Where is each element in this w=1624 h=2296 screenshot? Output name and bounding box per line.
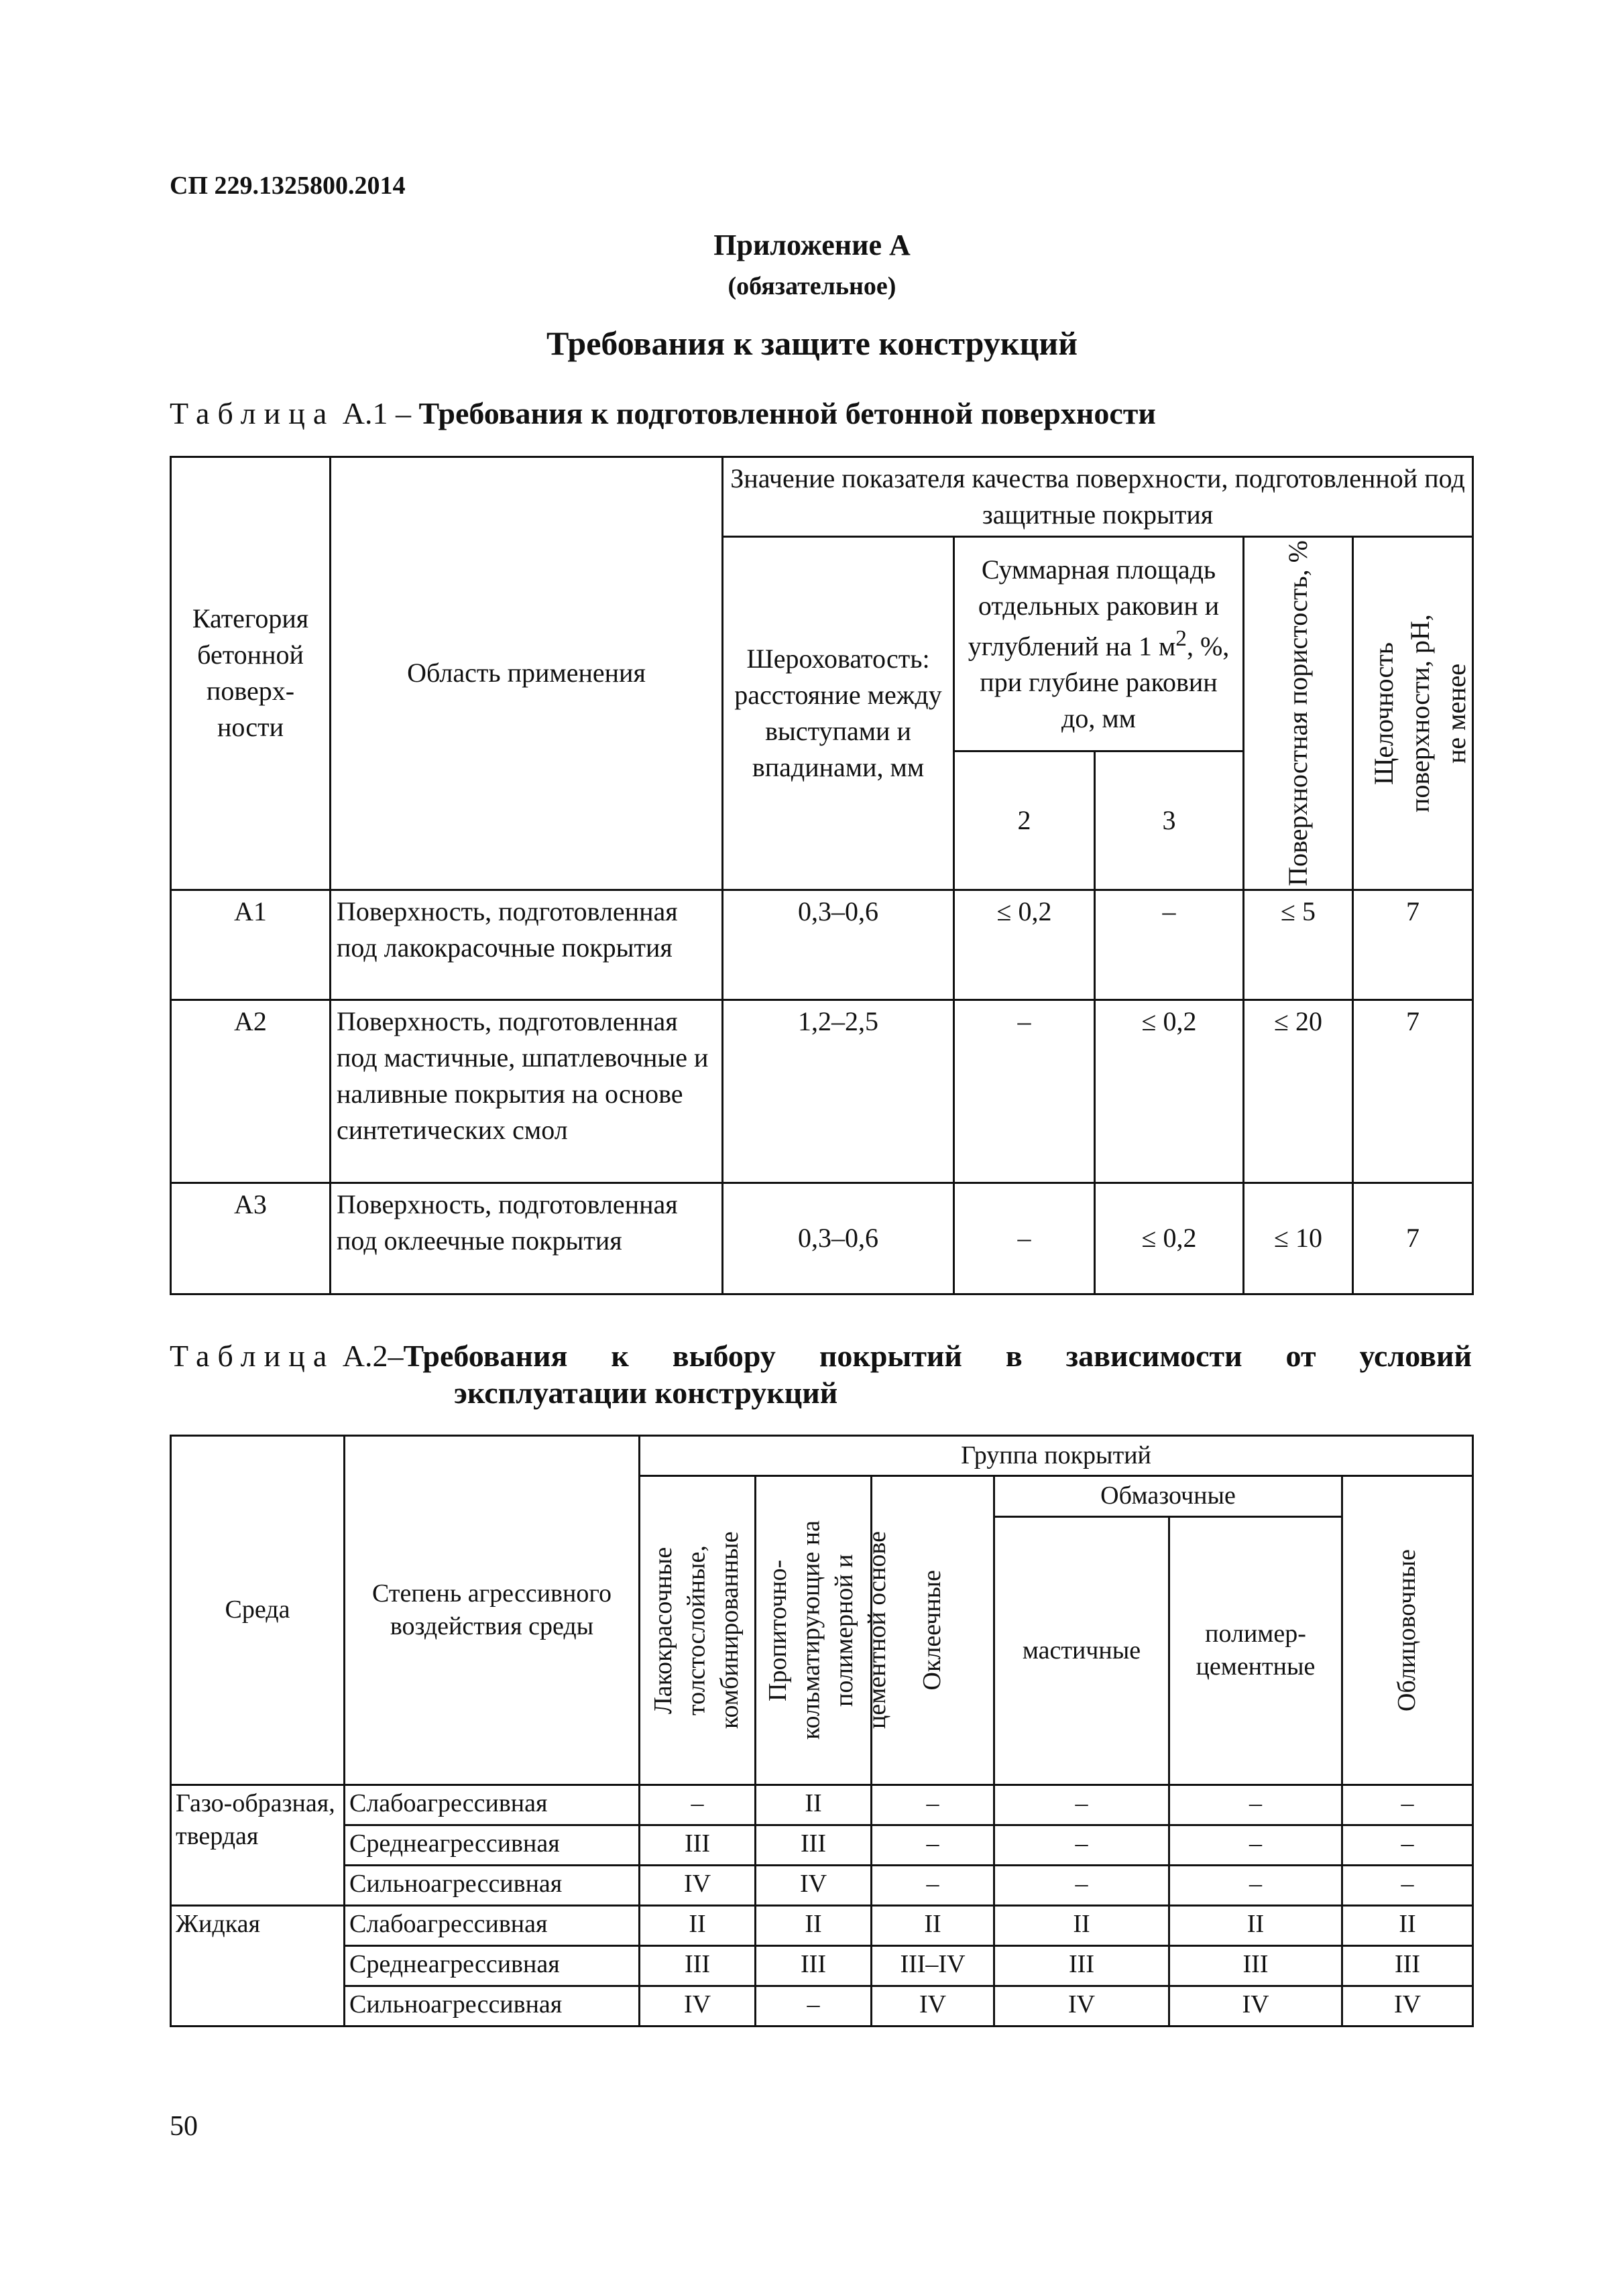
t1-cell-roughness: 1,2–2,5 (723, 1000, 954, 1183)
t2-cell-value: – (994, 1785, 1169, 1825)
t1-header-quality: Значение показателя качества поверхности, подготовленной под защитные покрытия (723, 457, 1473, 537)
t2-cell-value: III (994, 1945, 1169, 1986)
t1-cell-category: А1 (171, 890, 331, 1000)
t2-cell-value: III (1169, 1945, 1342, 1986)
t1-cell-porosity: ≤ 10 (1244, 1183, 1353, 1294)
table2-caption-dash: – (388, 1339, 404, 1373)
t1-cell-porosity: ≤ 5 (1244, 890, 1353, 1000)
document-code: СП 229.1325800.2014 (170, 172, 406, 200)
t2-header-degree: Степень агрессивного воздействия среды (345, 1436, 640, 1785)
t2-header-facing: Облицовочные (1342, 1476, 1473, 1785)
table-row (171, 1183, 1473, 1294)
page-number: 50 (170, 2111, 198, 2142)
t2-cell-value: – (872, 1865, 994, 1905)
t2-header-mastic: мастичные (994, 1516, 1169, 1785)
t1-cell-porosity: ≤ 20 (1244, 1000, 1353, 1183)
table2-caption-word: условий (1359, 1339, 1472, 1373)
t2-header-impregnating: Пропиточно-кольматирующие на полимерной и цементной основе (756, 1476, 872, 1785)
t2-cell-degree: Сильноагрессивная (345, 1986, 640, 2026)
t2-cell-value: IV (872, 1986, 994, 2026)
t2-cell-value: II (1169, 1905, 1342, 1945)
t1-cell-area: Поверхность, подготовленная под оклеечные покрытия (331, 1183, 723, 1294)
t1-header-roughness: Шероховатость: расстояние между выступами и впадинами, мм (723, 537, 954, 890)
t2-cell-value: II (756, 1905, 872, 1945)
table1-caption-number: А.1 (342, 396, 388, 430)
table-a1 (170, 456, 1474, 1295)
t2-cell-value: – (1169, 1825, 1342, 1865)
table-row (171, 1905, 1473, 1945)
t2-cell-value: – (1342, 1785, 1473, 1825)
t1-cell-depth-3: ≤ 0,2 (1095, 1183, 1244, 1294)
t1-header-area: Область применения (331, 457, 723, 890)
t2-cell-value: II (756, 1785, 872, 1825)
table-row (171, 1986, 1473, 2026)
t1-header-porosity: Поверхностная пористость, % (1244, 537, 1353, 890)
t1-cell-depth-2: ≤ 0,2 (954, 890, 1095, 1000)
t1-cell-category: А2 (171, 1000, 331, 1183)
t2-cell-value: III (640, 1945, 756, 1986)
table2-caption-word: зависимости (1065, 1339, 1242, 1373)
t2-cell-value: IV (994, 1986, 1169, 2026)
t2-cell-value: II (640, 1905, 756, 1945)
t2-cell-value: IV (640, 1986, 756, 2026)
table1-caption-label: Таблица (170, 396, 335, 430)
t1-cell-depth-2: – (954, 1183, 1095, 1294)
t2-cell-value: IV (640, 1865, 756, 1905)
t2-cell-value: IV (756, 1865, 872, 1905)
table-row (171, 1825, 1473, 1865)
table2-caption-word: выбору (672, 1339, 776, 1373)
table1-caption-text: Требования к подготовленной бетонной поверхности (418, 396, 1156, 430)
table2-caption-word: покрытий (819, 1339, 962, 1373)
t2-cell-degree: Слабоагрессивная (345, 1905, 640, 1945)
table2-caption (170, 1338, 1472, 1410)
t1-header-depth-3: 3 (1095, 751, 1244, 890)
t2-cell-value: – (1169, 1865, 1342, 1905)
t2-cell-value: – (640, 1785, 756, 1825)
t2-cell-value: IV (1169, 1986, 1342, 2026)
t1-cell-depth-3: – (1095, 890, 1244, 1000)
t2-cell-value: – (756, 1986, 872, 2026)
t2-cell-medium: Газо-образная, твердая (171, 1785, 345, 1905)
t2-cell-value: III (640, 1825, 756, 1865)
t2-cell-value: – (872, 1785, 994, 1825)
t2-cell-degree: Среднеагрессивная (345, 1945, 640, 1986)
t1-cell-depth-3: ≤ 0,2 (1095, 1000, 1244, 1183)
t1-cell-depth-2: – (954, 1000, 1095, 1183)
table-row (171, 1945, 1473, 1986)
t2-header-medium: Среда (171, 1436, 345, 1785)
t1-cell-alkalinity: 7 (1353, 1183, 1473, 1294)
t2-header-coating: Обмазочные (994, 1476, 1342, 1516)
table-row (171, 1785, 1473, 1825)
table1-caption-dash: – (395, 396, 411, 430)
t2-header-paint: Лакокрасочные толстослойные, комбинированные (640, 1476, 756, 1785)
appendix-title: Приложение А (713, 229, 911, 261)
t1-header-cavities: Суммарная площадь отдельных раковин и углублений на 1 $м^2$, %, при глубине раковин до, мм (954, 537, 1244, 751)
t2-cell-value: III (756, 1945, 872, 1986)
t1-header-category: Категория бетонной поверх-ности (171, 457, 331, 890)
table-row (171, 890, 1473, 1000)
t2-cell-value: II (1342, 1905, 1473, 1945)
t2-cell-degree: Сильноагрессивная (345, 1865, 640, 1905)
t2-cell-value: II (872, 1905, 994, 1945)
t2-cell-value: – (872, 1825, 994, 1865)
t1-header-depth-2: 2 (954, 751, 1095, 890)
t2-cell-value: III–IV (872, 1945, 994, 1986)
table2-caption-word: к (611, 1339, 629, 1373)
t2-cell-degree: Среднеагрессивная (345, 1825, 640, 1865)
table1-caption (170, 396, 1156, 431)
table2-caption-word: от (1285, 1339, 1316, 1373)
t2-cell-value: – (994, 1865, 1169, 1905)
t2-cell-degree: Слабоагрессивная (345, 1785, 640, 1825)
t2-cell-value: – (1169, 1785, 1342, 1825)
appendix-heading: Требования к защите конструкций (546, 324, 1078, 362)
t2-cell-value: – (1342, 1865, 1473, 1905)
t1-cell-roughness: 0,3–0,6 (723, 890, 954, 1000)
t2-cell-value: II (994, 1905, 1169, 1945)
table2-caption-number: А.2 (342, 1339, 388, 1373)
t1-cell-roughness: 0,3–0,6 (723, 1183, 954, 1294)
t1-cell-area: Поверхность, подготовленная под лакокрасочные покрытия (331, 890, 723, 1000)
t1-cell-alkalinity: 7 (1353, 890, 1473, 1000)
table-a2 (170, 1435, 1474, 2027)
t2-cell-medium: Жидкая (171, 1905, 345, 2026)
t2-cell-value: – (1342, 1825, 1473, 1865)
t1-cell-alkalinity: 7 (1353, 1000, 1473, 1183)
t2-header-polymer-cement: полимер-цементные (1169, 1516, 1342, 1785)
t1-cell-area: Поверхность, подготовленная под мастичные, шпатлевочные и наливные покрытия на основе синтетических смол (331, 1000, 723, 1183)
table-row (171, 1865, 1473, 1905)
t2-cell-value: III (756, 1825, 872, 1865)
t2-cell-value: IV (1342, 1986, 1473, 2026)
table2-caption-word: Требования (403, 1339, 568, 1373)
table2-caption-label: Таблица (170, 1339, 335, 1373)
t2-header-group: Группа покрытий (640, 1436, 1473, 1476)
appendix-subtitle: (обязательное) (728, 272, 896, 300)
t1-header-alkalinity: Щелочность поверхности, pH, не менее (1353, 537, 1473, 890)
t2-cell-value: – (994, 1825, 1169, 1865)
table-row (171, 1000, 1473, 1183)
t1-cell-category: А3 (171, 1183, 331, 1294)
table2-caption-line2: эксплуатации конструкций (454, 1376, 838, 1410)
t2-cell-value: III (1342, 1945, 1473, 1986)
t2-header-glued: Оклеечные (872, 1476, 994, 1785)
table2-caption-word: в (1005, 1339, 1023, 1373)
